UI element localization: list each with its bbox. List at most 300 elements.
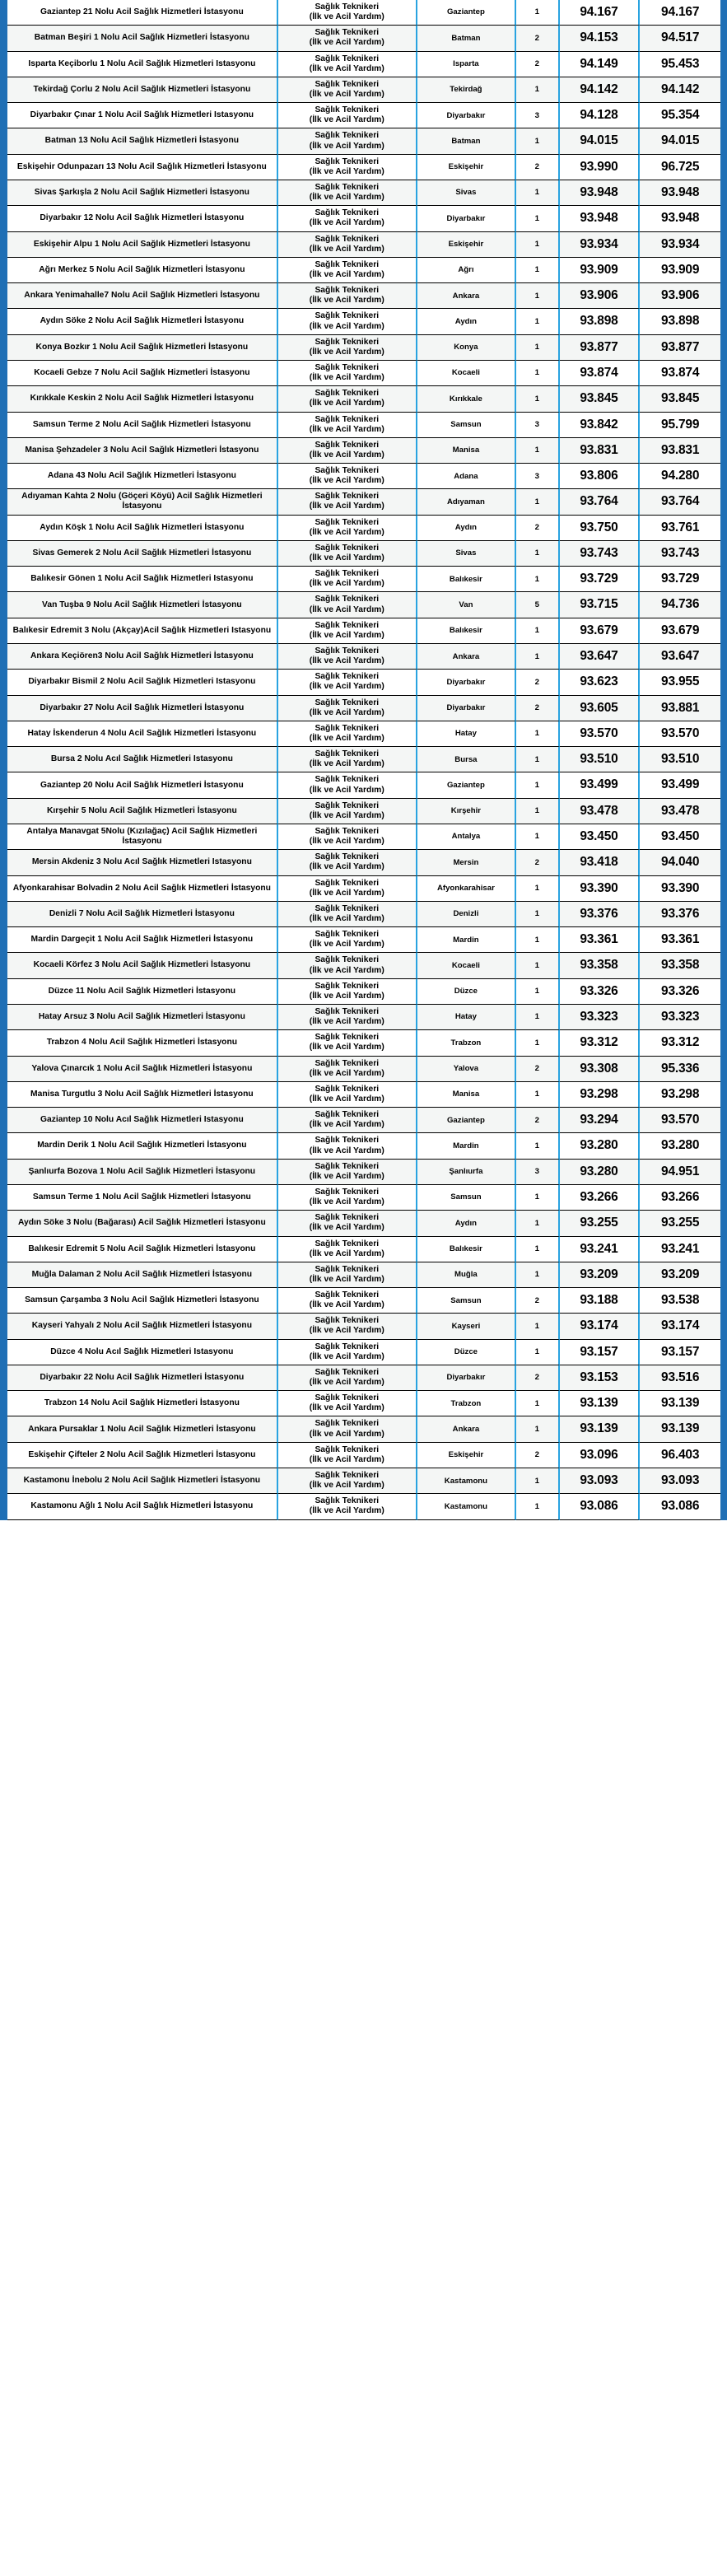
job-title-line-1: Sağlık Teknikeri: [315, 569, 380, 579]
min-score-cell: 93.570: [560, 721, 641, 747]
table-row: [7, 953, 720, 978]
station-name-cell: Diyarbakır Bismil 2 Nolu Acil Sağlık Hizmetleri Istasyonu: [7, 670, 278, 695]
table-row: [7, 103, 720, 128]
job-title-line-1: Sağlık Teknikeri: [315, 208, 380, 218]
job-title-line-1: Sağlık Teknikeri: [315, 543, 380, 553]
job-title-cell: [278, 1005, 417, 1030]
city-cell: Bursa: [417, 747, 516, 772]
station-name-cell: Hatay İskenderun 4 Nolu Acil Sağlık Hizmetleri İstasyonu: [7, 721, 278, 747]
quota-count-cell: 1: [516, 309, 560, 334]
job-title-cell: [278, 206, 417, 231]
table-row: [7, 772, 720, 798]
job-title-line-2: (İlk ve Acil Yardım): [309, 604, 384, 614]
job-title-line-2: (İlk ve Acil Yardım): [309, 1481, 384, 1491]
min-score-cell: 94.153: [560, 26, 641, 51]
min-score-cell: 93.323: [560, 1005, 641, 1030]
min-score-cell: 93.990: [560, 155, 641, 180]
min-score-cell: 93.647: [560, 644, 641, 670]
job-title-line-2: (İlk ve Acil Yardım): [309, 1454, 384, 1464]
table-row: [7, 1443, 720, 1468]
city-cell: Kırşehir: [417, 799, 516, 824]
station-name-cell: Mardin Dargeçit 1 Nolu Acil Sağlık Hizmetleri İstasyonu: [7, 927, 278, 953]
min-score-cell: 93.478: [560, 799, 641, 824]
job-title-line-2: (İlk ve Acil Yardım): [309, 1043, 384, 1052]
max-score-cell: 93.280: [640, 1133, 720, 1159]
job-title-line-1: Sağlık Teknikeri: [315, 1496, 380, 1506]
station-name-cell: Kocaeli Körfez 3 Nolu Acil Sağlık Hizmetleri İstasyonu: [7, 953, 278, 978]
station-name-cell: Isparta Keçiborlu 1 Nolu Acil Sağlık Hizmetleri Istasyonu: [7, 52, 278, 77]
table-row: [7, 541, 720, 567]
job-title-line-2: (İlk ve Acil Yardım): [309, 399, 384, 408]
job-title-line-1: Sağlık Teknikeri: [315, 105, 380, 115]
table-row: [7, 592, 720, 618]
min-score-cell: 93.418: [560, 850, 641, 875]
max-score-cell: 94.951: [640, 1160, 720, 1185]
job-title-line-1: Sağlık Teknikeri: [315, 1342, 380, 1351]
table-row: [7, 155, 720, 180]
job-title-line-1: Sağlık Teknikeri: [315, 79, 380, 89]
quota-count-cell: 1: [516, 1185, 560, 1211]
min-score-cell: 93.280: [560, 1160, 641, 1185]
job-title-cell: [278, 1494, 417, 1519]
job-title-line-2: (İlk ve Acil Yardım): [309, 12, 384, 22]
max-score-cell: 95.453: [640, 52, 720, 77]
station-name-cell: Yalova Çınarcık 1 Nolu Acil Sağlık Hizmetleri İstasyonu: [7, 1057, 278, 1082]
job-title-line-1: Sağlık Teknikeri: [315, 156, 380, 166]
station-name-cell: Gaziantep 21 Nolu Acil Sağlık Hizmetleri İstasyonu: [7, 0, 278, 26]
min-score-cell: 93.906: [560, 283, 641, 309]
table-row: [7, 1416, 720, 1442]
city-cell: Adana: [417, 464, 516, 489]
job-title-line-1: Sağlık Teknikeri: [315, 723, 380, 733]
job-title-line-2: (İlk ve Acil Yardım): [309, 502, 384, 511]
city-cell: Trabzon: [417, 1030, 516, 1056]
table-body: [7, 0, 720, 1520]
max-score-cell: 93.898: [640, 309, 720, 334]
table-row: [7, 0, 720, 26]
max-score-cell: 96.725: [640, 155, 720, 180]
job-title-line-1: Sağlık Teknikeri: [315, 131, 380, 141]
quota-count-cell: 1: [516, 1237, 560, 1262]
max-score-cell: 94.142: [640, 77, 720, 103]
table-row: [7, 644, 720, 670]
station-name-cell: Konya Bozkır 1 Nolu Acil Sağlık Hizmetleri İstasyonu: [7, 335, 278, 361]
job-title-line-1: Sağlık Teknikeri: [315, 1444, 380, 1454]
job-title-line-2: (İlk ve Acil Yardım): [309, 734, 384, 744]
job-title-line-2: (İlk ve Acil Yardım): [309, 682, 384, 692]
max-score-cell: 93.679: [640, 618, 720, 644]
station-name-cell: Batman 13 Nolu Acil Sağlık Hizmetleri İstasyonu: [7, 128, 278, 154]
table-row: [7, 1288, 720, 1314]
quota-count-cell: 1: [516, 1391, 560, 1416]
city-cell: Samsun: [417, 413, 516, 438]
city-cell: Şanlıurfa: [417, 1160, 516, 1185]
job-title-cell: [278, 541, 417, 567]
quota-count-cell: 2: [516, 26, 560, 51]
job-title-line-2: (İlk ve Acil Yardım): [309, 347, 384, 357]
job-title-cell: [278, 1108, 417, 1133]
city-cell: Van: [417, 592, 516, 618]
quota-count-cell: 1: [516, 747, 560, 772]
station-name-cell: Aydın Köşk 1 Nolu Acil Sağlık Hizmetleri İstasyonu: [7, 516, 278, 541]
city-cell: Kocaeli: [417, 953, 516, 978]
city-cell: Ankara: [417, 283, 516, 309]
table-row: [7, 618, 720, 644]
job-title-cell: [278, 850, 417, 875]
min-score-cell: 93.729: [560, 567, 641, 592]
job-title-cell: [278, 128, 417, 154]
station-name-cell: Kırıkkale Keskin 2 Nolu Acil Sağlık Hizmetleri İstasyonu: [7, 386, 278, 412]
city-cell: Düzce: [417, 979, 516, 1005]
job-title-line-2: (İlk ve Acil Yardım): [309, 1120, 384, 1130]
max-score-cell: 93.845: [640, 386, 720, 412]
city-cell: Samsun: [417, 1288, 516, 1314]
city-cell: Ankara: [417, 1416, 516, 1442]
job-title-line-2: (İlk ve Acil Yardım): [309, 373, 384, 383]
quota-count-cell: 1: [516, 1416, 560, 1442]
min-score-cell: 93.764: [560, 489, 641, 515]
table-row: [7, 670, 720, 695]
job-title-line-2: (İlk ve Acil Yardım): [309, 1274, 384, 1284]
job-title-line-2: (İlk ve Acil Yardım): [309, 1223, 384, 1233]
station-name-cell: Ankara Pursaklar 1 Nolu Acil Sağlık Hizmetleri İstasyonu: [7, 1416, 278, 1442]
min-score-cell: 93.715: [560, 592, 641, 618]
job-title-cell: [278, 1314, 417, 1339]
quota-count-cell: 1: [516, 1340, 560, 1365]
station-name-cell: Samsun Terme 2 Nolu Acil Sağlık Hizmetleri İstasyonu: [7, 413, 278, 438]
table-row: [7, 1057, 720, 1082]
min-score-cell: 93.948: [560, 206, 641, 231]
min-score-cell: 93.898: [560, 309, 641, 334]
min-score-cell: 93.139: [560, 1416, 641, 1442]
job-title-line-2: (İlk ve Acil Yardım): [309, 1146, 384, 1155]
table-row: [7, 1468, 720, 1494]
job-title-line-1: Sağlık Teknikeri: [315, 698, 380, 707]
max-score-cell: 95.354: [640, 103, 720, 128]
max-score-cell: 93.874: [640, 361, 720, 386]
city-cell: Konya: [417, 335, 516, 361]
city-cell: Tekirdağ: [417, 77, 516, 103]
city-cell: Diyarbakır: [417, 206, 516, 231]
job-title-line-2: (İlk ve Acil Yardım): [309, 1506, 384, 1516]
job-title-cell: [278, 335, 417, 361]
table-row: [7, 1262, 720, 1288]
quota-count-cell: 1: [516, 1262, 560, 1288]
job-title-line-1: Sağlık Teknikeri: [315, 646, 380, 656]
table-row: [7, 283, 720, 309]
station-name-cell: Kocaeli Gebze 7 Nolu Acil Sağlık Hizmetleri İstasyonu: [7, 361, 278, 386]
quota-count-cell: 1: [516, 283, 560, 309]
city-cell: Diyarbakır: [417, 103, 516, 128]
min-score-cell: 93.188: [560, 1288, 641, 1314]
quota-count-cell: 1: [516, 1133, 560, 1159]
quota-count-cell: 1: [516, 979, 560, 1005]
quota-count-cell: 1: [516, 927, 560, 953]
min-score-cell: 93.623: [560, 670, 641, 695]
job-title-cell: [278, 1443, 417, 1468]
min-score-cell: 93.093: [560, 1468, 641, 1494]
station-name-cell: Eskişehir Alpu 1 Nolu Acil Sağlık Hizmetleri İstasyonu: [7, 232, 278, 258]
table-row: [7, 258, 720, 283]
job-title-cell: [278, 1237, 417, 1262]
city-cell: Düzce: [417, 1340, 516, 1365]
max-score-cell: 93.881: [640, 696, 720, 721]
job-title-line-1: Sağlık Teknikeri: [315, 1239, 380, 1248]
job-title-line-1: Sağlık Teknikeri: [315, 1367, 380, 1377]
job-title-line-2: (İlk ve Acil Yardım): [309, 888, 384, 898]
city-cell: Trabzon: [417, 1391, 516, 1416]
max-score-cell: 93.831: [640, 438, 720, 464]
quota-count-cell: 1: [516, 206, 560, 231]
min-score-cell: 93.096: [560, 1443, 641, 1468]
station-name-cell: Tekirdağ Çorlu 2 Nolu Acil Sağlık Hizmetleri İstasyonu: [7, 77, 278, 103]
min-score-cell: 93.139: [560, 1391, 641, 1416]
city-cell: Gaziantep: [417, 772, 516, 798]
min-score-cell: 93.376: [560, 902, 641, 927]
job-title-line-1: Sağlık Teknikeri: [315, 286, 380, 296]
city-cell: Gaziantep: [417, 1108, 516, 1133]
station-name-cell: Trabzon 14 Nolu Acil Sağlık Hizmetleri İstasyonu: [7, 1391, 278, 1416]
emergency-stations-table: [7, 0, 720, 1520]
job-title-line-1: Sağlık Teknikeri: [315, 827, 380, 836]
job-title-line-2: (İlk ve Acil Yardım): [309, 991, 384, 1001]
job-title-line-2: (İlk ve Acil Yardım): [309, 1197, 384, 1207]
quota-count-cell: 1: [516, 1030, 560, 1056]
job-title-cell: [278, 1391, 417, 1416]
job-title-line-2: (İlk ve Acil Yardım): [309, 1068, 384, 1078]
table-row: [7, 309, 720, 334]
job-title-cell: [278, 953, 417, 978]
max-score-cell: 93.174: [640, 1314, 720, 1339]
job-title-line-2: (İlk ve Acil Yardım): [309, 89, 384, 99]
quota-count-cell: 1: [516, 721, 560, 747]
station-name-cell: Ankara Keçiören3 Nolu Acil Sağlık Hizmetleri İstasyonu: [7, 644, 278, 670]
quota-count-cell: 1: [516, 799, 560, 824]
quota-count-cell: 1: [516, 541, 560, 567]
station-name-cell: Muğla Dalaman 2 Nolu Acil Sağlık Hizmetleri İstasyonu: [7, 1262, 278, 1288]
job-title-cell: [278, 902, 417, 927]
max-score-cell: 96.403: [640, 1443, 720, 1468]
job-title-cell: [278, 77, 417, 103]
min-score-cell: 93.266: [560, 1185, 641, 1211]
table-row: [7, 1494, 720, 1519]
max-score-cell: 93.510: [640, 747, 720, 772]
quota-count-cell: 2: [516, 1057, 560, 1082]
city-cell: Sivas: [417, 541, 516, 567]
city-cell: Mardin: [417, 927, 516, 953]
quota-count-cell: 1: [516, 438, 560, 464]
job-title-line-1: Sağlık Teknikeri: [315, 1187, 380, 1197]
table-row: [7, 876, 720, 902]
table-row: [7, 696, 720, 721]
max-score-cell: 93.538: [640, 1288, 720, 1314]
max-score-cell: 93.478: [640, 799, 720, 824]
job-title-cell: [278, 1288, 417, 1314]
job-title-line-1: Sağlık Teknikeri: [315, 1161, 380, 1171]
job-title-line-2: (İlk ve Acil Yardım): [309, 759, 384, 769]
city-cell: Balıkesir: [417, 567, 516, 592]
max-score-cell: 94.736: [640, 592, 720, 618]
job-title-line-2: (İlk ve Acil Yardım): [309, 38, 384, 48]
table-row: [7, 902, 720, 927]
city-cell: Ağrı: [417, 258, 516, 283]
job-title-line-2: (İlk ve Acil Yardım): [309, 1378, 384, 1388]
job-title-line-2: (İlk ve Acil Yardım): [309, 965, 384, 975]
max-score-cell: 93.948: [640, 180, 720, 206]
job-title-cell: [278, 721, 417, 747]
min-score-cell: 93.174: [560, 1314, 641, 1339]
city-cell: Ankara: [417, 644, 516, 670]
station-name-cell: Mersin Akdeniz 3 Nolu Acıl Sağlık Hizmetleri Istasyonu: [7, 850, 278, 875]
job-title-line-2: (İlk ve Acil Yardım): [309, 707, 384, 717]
city-cell: Eskişehir: [417, 155, 516, 180]
job-title-cell: [278, 489, 417, 515]
job-title-cell: [278, 155, 417, 180]
min-score-cell: 93.845: [560, 386, 641, 412]
max-score-cell: 93.743: [640, 541, 720, 567]
job-title-line-2: (İlk ve Acil Yardım): [309, 656, 384, 666]
max-score-cell: 93.139: [640, 1391, 720, 1416]
table-row: [7, 1160, 720, 1185]
min-score-cell: 93.750: [560, 516, 641, 541]
job-title-line-2: (İlk ve Acil Yardım): [309, 1326, 384, 1336]
min-score-cell: 93.831: [560, 438, 641, 464]
min-score-cell: 93.390: [560, 876, 641, 902]
quota-count-cell: 1: [516, 180, 560, 206]
city-cell: Balıkesir: [417, 618, 516, 644]
table-row: [7, 516, 720, 541]
min-score-cell: 93.450: [560, 824, 641, 850]
max-score-cell: 93.877: [640, 335, 720, 361]
city-cell: Diyarbakır: [417, 670, 516, 695]
min-score-cell: 93.298: [560, 1082, 641, 1108]
quota-count-cell: 1: [516, 1314, 560, 1339]
max-score-cell: 93.906: [640, 283, 720, 309]
city-cell: Aydın: [417, 1211, 516, 1236]
table-row: [7, 1030, 720, 1056]
table-row: [7, 721, 720, 747]
quota-count-cell: 1: [516, 1468, 560, 1494]
job-title-cell: [278, 1185, 417, 1211]
station-name-cell: Balıkesir Edremit 5 Nolu Acil Sağlık Hizmetleri İstasyonu: [7, 1237, 278, 1262]
job-title-line-2: (İlk ve Acil Yardım): [309, 1094, 384, 1104]
max-score-cell: 94.015: [640, 128, 720, 154]
job-title-line-1: Sağlık Teknikeri: [315, 672, 380, 682]
city-cell: Denizli: [417, 902, 516, 927]
job-title-cell: [278, 1365, 417, 1391]
station-name-cell: Gaziantep 10 Nolu Acıl Sağlık Hizmetleri Istasyonu: [7, 1108, 278, 1133]
job-title-cell: [278, 516, 417, 541]
station-name-cell: Kastamonu Ağlı 1 Nolu Acil Sağlık Hizmetleri İstasyonu: [7, 1494, 278, 1519]
job-title-cell: [278, 747, 417, 772]
max-score-cell: 94.040: [640, 850, 720, 875]
max-score-cell: 93.376: [640, 902, 720, 927]
min-score-cell: 93.153: [560, 1365, 641, 1391]
min-score-cell: 94.015: [560, 128, 641, 154]
max-score-cell: 95.336: [640, 1057, 720, 1082]
table-row: [7, 1237, 720, 1262]
job-title-cell: [278, 592, 417, 618]
job-title-cell: [278, 52, 417, 77]
station-name-cell: Kastamonu İnebolu 2 Nolu Acil Sağlık Hizmetleri İstasyonu: [7, 1468, 278, 1494]
station-name-cell: Antalya Manavgat 5Nolu (Kızılağaç) Acil Sağlık Hizmetleri İstasyonu: [7, 824, 278, 850]
job-title-line-2: (İlk ve Acil Yardım): [309, 166, 384, 176]
max-score-cell: 93.761: [640, 516, 720, 541]
job-title-line-2: (İlk ve Acil Yardım): [309, 476, 384, 486]
table-row: [7, 1133, 720, 1159]
job-title-line-1: Sağlık Teknikeri: [315, 595, 380, 604]
max-score-cell: 93.647: [640, 644, 720, 670]
table-row: [7, 1185, 720, 1211]
job-title-line-2: (İlk ve Acil Yardım): [309, 810, 384, 820]
quota-count-cell: 3: [516, 103, 560, 128]
city-cell: Manisa: [417, 438, 516, 464]
station-name-cell: Kırşehir 5 Nolu Acil Sağlık Hizmetleri İstasyonu: [7, 799, 278, 824]
max-score-cell: 93.157: [640, 1340, 720, 1365]
job-title-line-2: (İlk ve Acil Yardım): [309, 940, 384, 950]
quota-count-cell: 3: [516, 413, 560, 438]
quota-count-cell: 1: [516, 232, 560, 258]
job-title-line-2: (İlk ve Acil Yardım): [309, 785, 384, 795]
min-score-cell: 93.605: [560, 696, 641, 721]
max-score-cell: 93.934: [640, 232, 720, 258]
job-title-line-1: Sağlık Teknikeri: [315, 1058, 380, 1068]
table-row: [7, 361, 720, 386]
min-score-cell: 93.842: [560, 413, 641, 438]
job-title-cell: [278, 1057, 417, 1082]
job-title-line-1: Sağlık Teknikeri: [315, 362, 380, 372]
station-name-cell: Diyarbakır Çınar 1 Nolu Acil Sağlık Hizmetleri Istasyonu: [7, 103, 278, 128]
max-score-cell: 93.729: [640, 567, 720, 592]
max-score-cell: 93.093: [640, 1468, 720, 1494]
station-name-cell: Manisa Turgutlu 3 Nolu Acil Sağlık Hizmetleri İstasyonu: [7, 1082, 278, 1108]
station-name-cell: Gaziantep 20 Nolu Acil Sağlık Hizmetleri İstasyonu: [7, 772, 278, 798]
job-title-line-1: Sağlık Teknikeri: [315, 749, 380, 759]
min-score-cell: 93.326: [560, 979, 641, 1005]
station-name-cell: Düzce 11 Nolu Acil Sağlık Hizmetleri İstasyonu: [7, 979, 278, 1005]
quota-count-cell: 1: [516, 824, 560, 850]
job-title-cell: [278, 979, 417, 1005]
job-title-cell: [278, 618, 417, 644]
station-name-cell: Aydın Söke 3 Nolu (Bağarası) Acil Sağlık Hizmetleri İstasyonu: [7, 1211, 278, 1236]
station-name-cell: Aydın Söke 2 Nolu Acil Sağlık Hizmetleri İstasyonu: [7, 309, 278, 334]
job-title-line-1: Sağlık Teknikeri: [315, 1264, 380, 1274]
city-cell: Hatay: [417, 1005, 516, 1030]
table-row: [7, 489, 720, 515]
min-score-cell: 93.308: [560, 1057, 641, 1082]
min-score-cell: 93.241: [560, 1237, 641, 1262]
job-title-line-2: (İlk ve Acil Yardım): [309, 1017, 384, 1027]
table-row: [7, 927, 720, 953]
city-cell: Mersin: [417, 850, 516, 875]
quota-count-cell: 2: [516, 850, 560, 875]
max-score-cell: 93.266: [640, 1185, 720, 1211]
station-name-cell: Diyarbakır 12 Nolu Acil Sağlık Hizmetleri İstasyonu: [7, 206, 278, 231]
table-row: [7, 1211, 720, 1236]
job-title-cell: [278, 26, 417, 51]
max-score-cell: 93.358: [640, 953, 720, 978]
max-score-cell: 93.570: [640, 1108, 720, 1133]
job-title-line-2: (İlk ve Acil Yardım): [309, 837, 384, 847]
job-title-line-2: (İlk ve Acil Yardım): [309, 218, 384, 228]
job-title-cell: [278, 1262, 417, 1288]
station-name-cell: Kayseri Yahyalı 2 Nolu Acil Sağlık Hizmetleri İstasyonu: [7, 1314, 278, 1339]
job-title-line-1: Sağlık Teknikeri: [315, 1290, 380, 1300]
quota-count-cell: 2: [516, 155, 560, 180]
job-title-cell: [278, 1030, 417, 1056]
station-name-cell: Hatay Arsuz 3 Nolu Acil Sağlık Hizmetleri İstasyonu: [7, 1005, 278, 1030]
min-score-cell: 93.874: [560, 361, 641, 386]
